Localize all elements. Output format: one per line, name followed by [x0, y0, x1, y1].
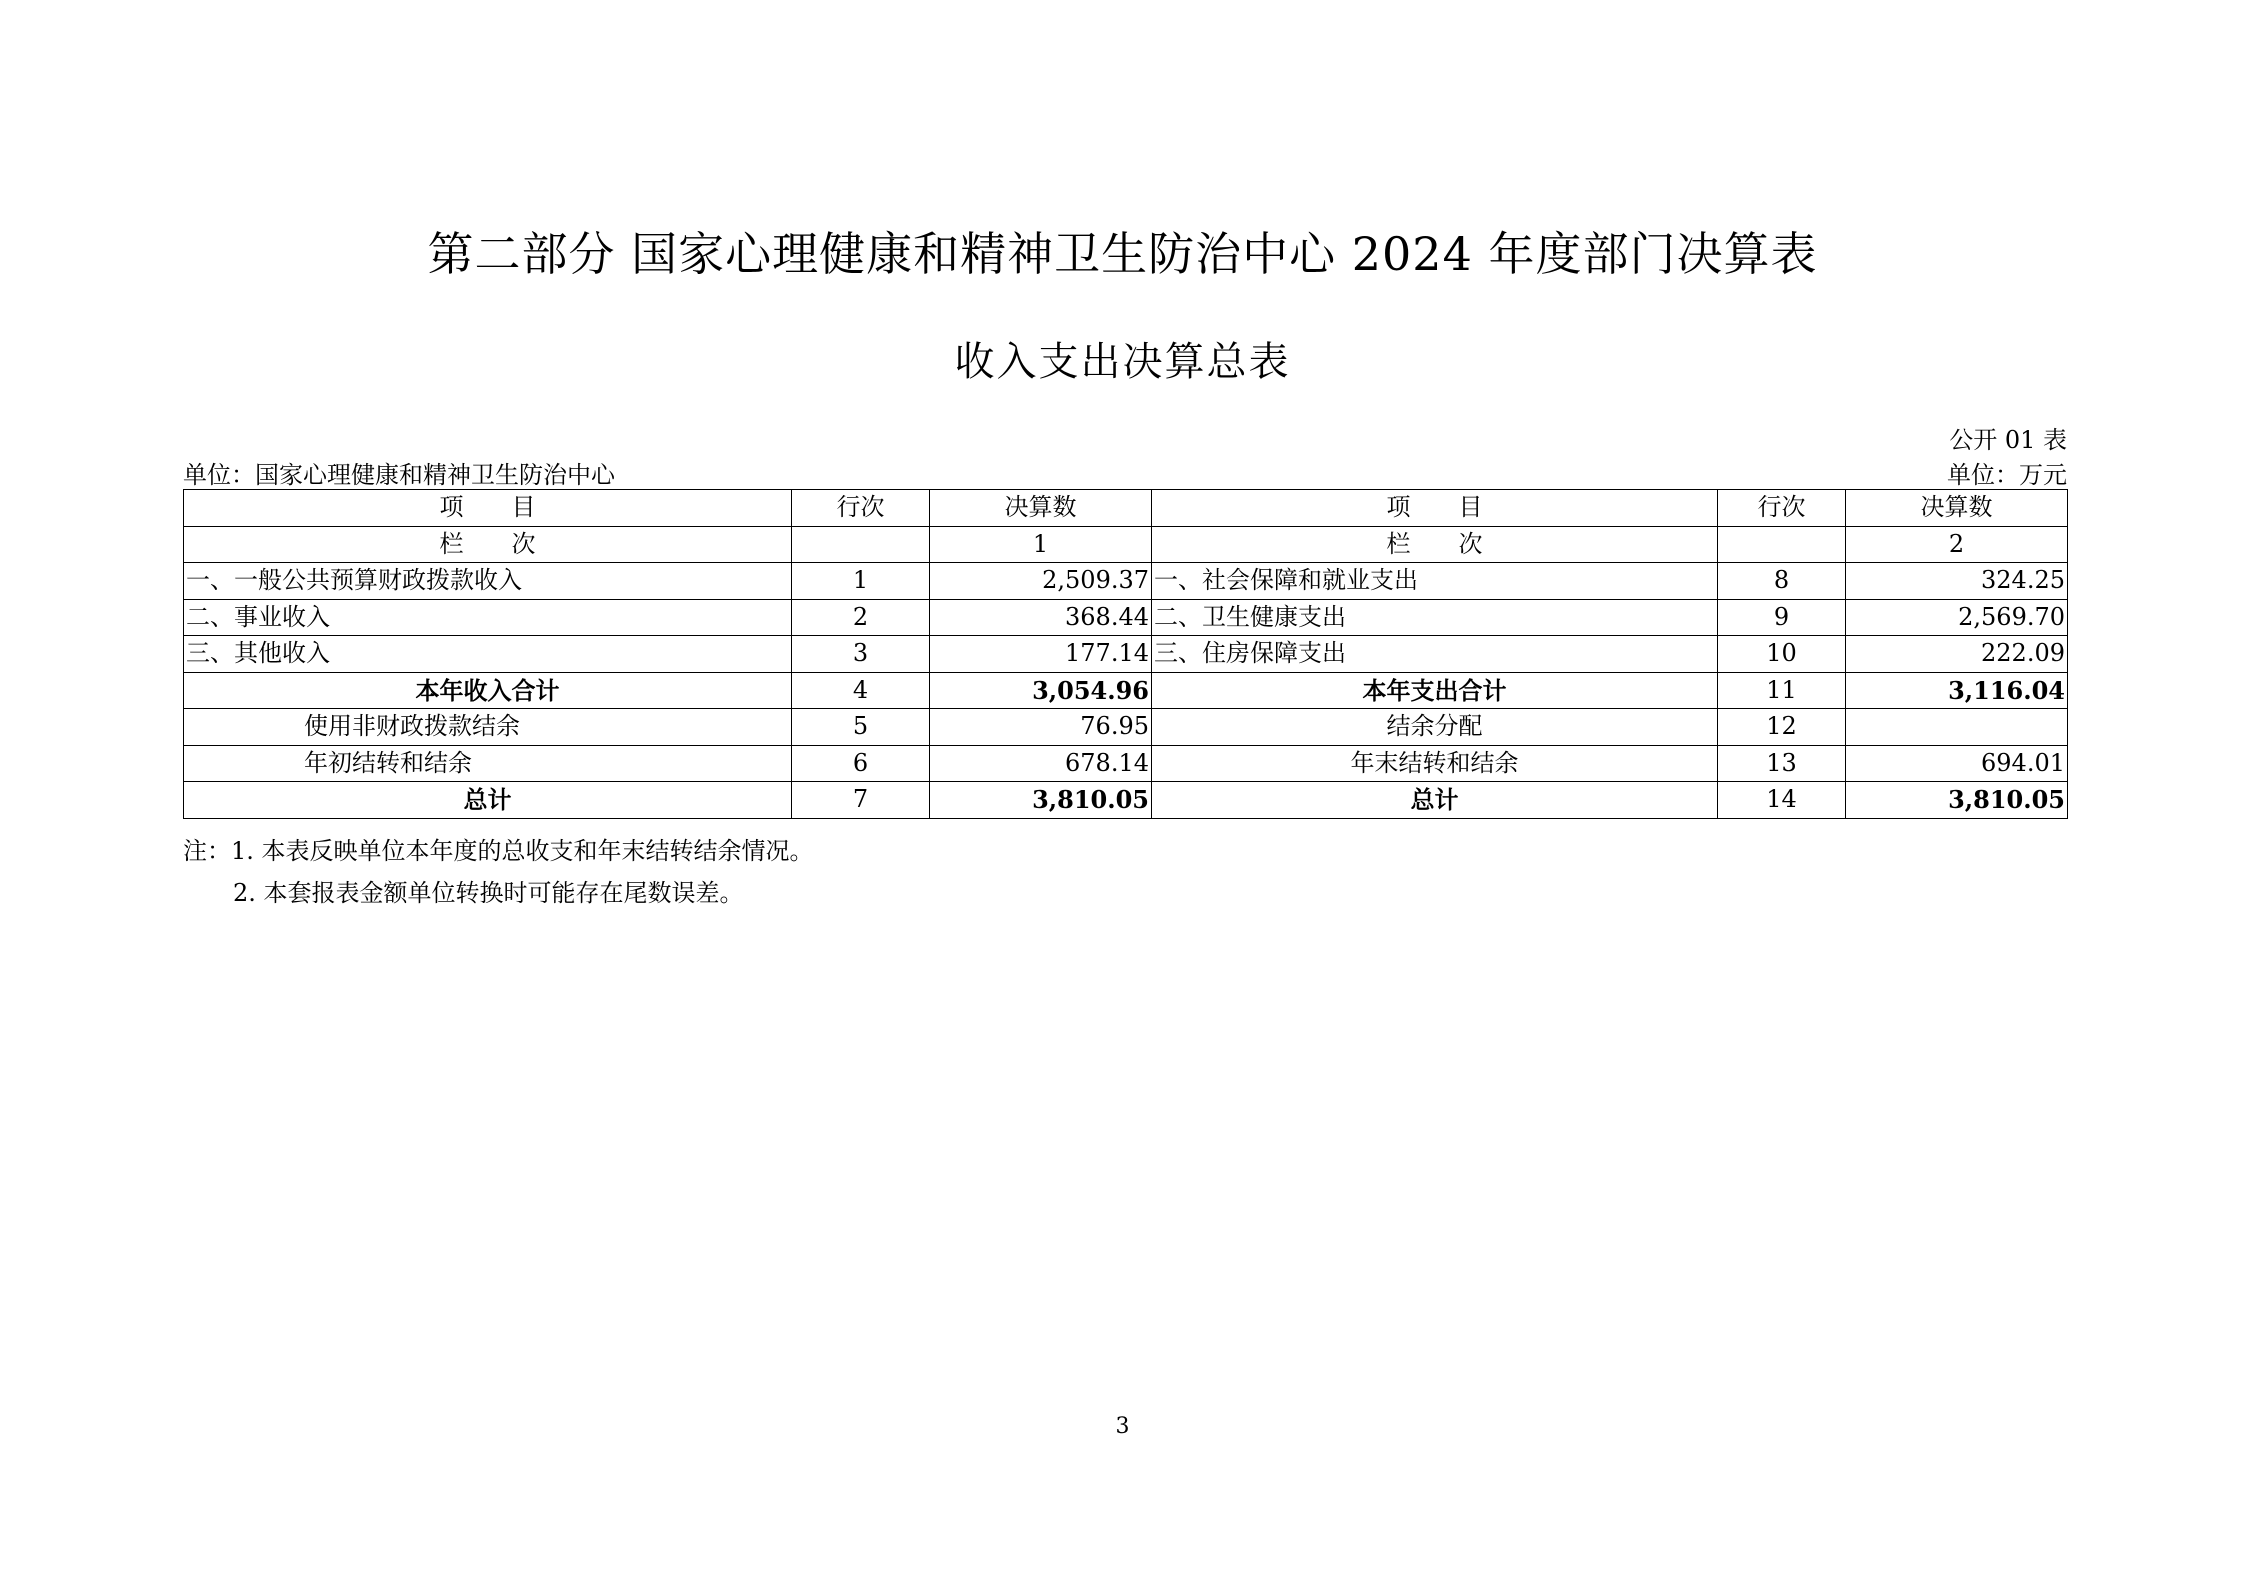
- header-item: 项 目: [184, 490, 792, 527]
- note-1: 注：1. 本表反映单位本年度的总收支和年末结转结余情况。: [183, 837, 814, 865]
- expense-amount: 694.01: [1846, 745, 2068, 782]
- unit-organization: 单位：国家心理健康和精神卫生防治中心: [183, 461, 615, 489]
- expense-amount: 2,569.70: [1846, 599, 2068, 636]
- income-subtotal-amount: 3,054.96: [930, 672, 1152, 709]
- income-total-amount: 3,810.05: [930, 782, 1152, 819]
- column-index-row: [184, 526, 2068, 563]
- income-row-no: 1: [792, 563, 930, 600]
- header-amount-2: 决算数: [1846, 490, 2068, 527]
- expense-item: 二、卫生健康支出: [1152, 599, 1718, 636]
- table-row: [184, 563, 2068, 600]
- income-row-no: 7: [792, 782, 930, 819]
- income-row-no: 4: [792, 672, 930, 709]
- expense-row-no: 8: [1718, 563, 1846, 600]
- col-1: 1: [930, 526, 1152, 563]
- income-amount: 177.14: [930, 636, 1152, 673]
- expense-row-no: 11: [1718, 672, 1846, 709]
- income-amount: 678.14: [930, 745, 1152, 782]
- expense-row-no: 14: [1718, 782, 1846, 819]
- col-empty-2: [1718, 526, 1846, 563]
- page-title: 第二部分 国家心理健康和精神卫生防治中心 2024 年度部门决算表: [427, 227, 1818, 281]
- col-2: 2: [1846, 526, 2068, 563]
- income-row-no: 6: [792, 745, 930, 782]
- header-item-2: 项 目: [1152, 490, 1718, 527]
- expense-row-no: 10: [1718, 636, 1846, 673]
- income-item: 三、其他收入: [184, 636, 792, 673]
- income-expenditure-table: [183, 489, 2068, 819]
- income-row-no: 5: [792, 709, 930, 746]
- table-row: [184, 599, 2068, 636]
- expense-subtotal-label: 本年支出合计: [1152, 672, 1718, 709]
- income-total-label: 总计: [184, 782, 792, 819]
- income-amount: 2,509.37: [930, 563, 1152, 600]
- expense-row-no: 13: [1718, 745, 1846, 782]
- table-row: [184, 709, 2068, 746]
- income-row-no: 3: [792, 636, 930, 673]
- expense-row-no: 12: [1718, 709, 1846, 746]
- expense-amount: 222.09: [1846, 636, 2068, 673]
- col-label-2: 栏 次: [1152, 526, 1718, 563]
- table-notes: [183, 830, 814, 914]
- expense-subtotal-amount: 3,116.04: [1846, 672, 2068, 709]
- expense-total-amount: 3,810.05: [1846, 782, 2068, 819]
- expense-item: 结余分配: [1152, 709, 1718, 746]
- unit-currency: 单位：万元: [1947, 461, 2067, 489]
- expense-amount: 324.25: [1846, 563, 2068, 600]
- page-number: 3: [1115, 1414, 1130, 1439]
- expense-amount: [1846, 709, 2068, 746]
- income-subtotal-label: 本年收入合计: [184, 672, 792, 709]
- expense-item: 一、社会保障和就业支出: [1152, 563, 1718, 600]
- income-item: 使用非财政拨款结余: [184, 709, 792, 746]
- expense-total-label: 总计: [1152, 782, 1718, 819]
- income-amount: 76.95: [930, 709, 1152, 746]
- table-row: [184, 745, 2068, 782]
- table-header-row: [184, 490, 2068, 527]
- total-row: [184, 782, 2068, 819]
- income-item: 年初结转和结余: [184, 745, 792, 782]
- header-amount: 决算数: [930, 490, 1152, 527]
- expense-item: 三、住房保障支出: [1152, 636, 1718, 673]
- expense-row-no: 9: [1718, 599, 1846, 636]
- income-amount: 368.44: [930, 599, 1152, 636]
- table-row: [184, 636, 2068, 673]
- form-number: 公开 01 表: [1949, 426, 2067, 454]
- header-row-no: 行次: [792, 490, 930, 527]
- income-item: 二、事业收入: [184, 599, 792, 636]
- expense-item: 年末结转和结余: [1152, 745, 1718, 782]
- table-title: 收入支出决算总表: [954, 339, 1291, 385]
- subtotal-row: [184, 672, 2068, 709]
- income-item: 一、一般公共预算财政拨款收入: [184, 563, 792, 600]
- note-2: 2. 本套报表金额单位转换时可能存在尾数误差。: [233, 879, 744, 907]
- income-row-no: 2: [792, 599, 930, 636]
- col-label: 栏 次: [184, 526, 792, 563]
- col-empty: [792, 526, 930, 563]
- header-row-no-2: 行次: [1718, 490, 1846, 527]
